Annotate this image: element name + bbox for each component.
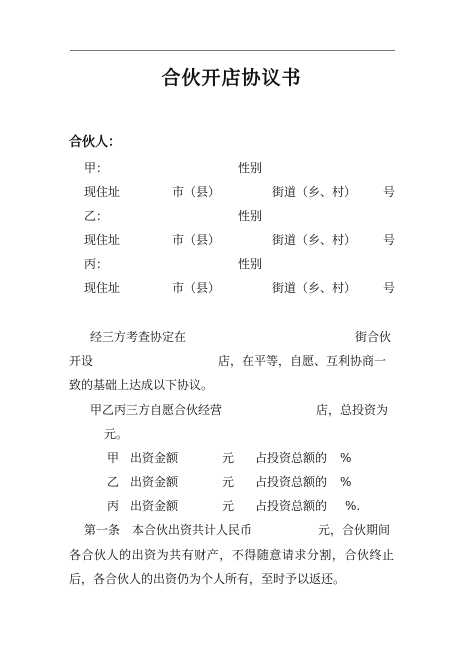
contribution-a-label: 出资金额 bbox=[130, 451, 179, 465]
p1-line1-start: 经三方考查协定在 bbox=[90, 330, 187, 344]
contribution-a-unit: 元 bbox=[222, 451, 235, 465]
contribution-c-unit: 元 bbox=[222, 499, 235, 513]
partner-b-city-label: 市（县） bbox=[172, 233, 221, 247]
partner-b-gender-label: 性别 bbox=[238, 209, 263, 223]
contribution-b-who: 乙 bbox=[107, 475, 120, 489]
partner-a-address-label: 现住址 bbox=[84, 185, 121, 199]
p1-line2-end: 店，在平等，自愿、互利协商一 bbox=[218, 354, 387, 368]
article1-line1-end: 元，合伙期间 bbox=[318, 523, 391, 537]
partner-a-gender-label: 性别 bbox=[238, 161, 263, 175]
contribution-a-ratio-label: 占投资总额的 bbox=[255, 451, 328, 465]
p1-line1-end: 街合伙 bbox=[355, 330, 392, 344]
contribution-b-label: 出资金额 bbox=[130, 475, 179, 489]
contribution-c-who: 丙 bbox=[107, 499, 120, 513]
article1-line3: 后，各合伙人的出资仍为个人所有，至时予以返还。 bbox=[69, 572, 346, 586]
p2-line1-start: 甲乙丙三方自愿合伙经营 bbox=[90, 403, 223, 417]
percent-a-icon: % bbox=[340, 451, 352, 465]
partner-c-street-label: 街道（乡、村） bbox=[272, 281, 357, 295]
p1-line3: 致的基础上达成以下协议。 bbox=[69, 378, 214, 392]
article1-line1-start: 第一条 本合伙出资共计人民币 bbox=[84, 523, 253, 537]
p2-line2: 元。 bbox=[104, 427, 129, 441]
contribution-b-ratio-label: 占投资总额的 bbox=[255, 475, 328, 489]
header-rule bbox=[70, 50, 395, 51]
partner-a-city-label: 市（县） bbox=[172, 185, 221, 199]
partner-a-street-label: 街道（乡、村） bbox=[272, 185, 357, 199]
partner-c-name-label: 丙： bbox=[84, 257, 109, 271]
partner-c-address-label: 现住址 bbox=[84, 281, 121, 295]
p1-line2-start: 开设 bbox=[69, 354, 94, 368]
partner-a-name-label: 甲： bbox=[84, 161, 109, 175]
partner-c-city-label: 市（县） bbox=[172, 281, 221, 295]
partner-b-street-label: 街道（乡、村） bbox=[272, 233, 357, 247]
contribution-b-unit: 元 bbox=[222, 475, 235, 489]
partner-b-address-label: 现住址 bbox=[84, 233, 121, 247]
p2-line1-end: 店，总投资为 bbox=[316, 403, 389, 417]
percent-b-icon: % bbox=[340, 475, 352, 489]
article1-line2: 各合伙人的出资为共有财产，不得随意请求分割，合伙终止 bbox=[69, 548, 394, 562]
partner-b-number-label: 号 bbox=[383, 233, 396, 247]
contribution-c-ratio-label: 占投资总额的 bbox=[255, 499, 328, 513]
partner-b-name-label: 乙： bbox=[84, 209, 109, 223]
partner-a-number-label: 号 bbox=[383, 185, 396, 199]
contribution-c-label: 出资金额 bbox=[130, 499, 179, 513]
partner-c-number-label: 号 bbox=[383, 281, 396, 295]
document-title: 合伙开店协议书 bbox=[161, 67, 302, 89]
contribution-a-who: 甲 bbox=[107, 451, 120, 465]
partner-c-gender-label: 性别 bbox=[238, 257, 263, 271]
partners-heading: 合伙人： bbox=[69, 135, 122, 150]
percent-c-icon: %. bbox=[345, 499, 361, 513]
